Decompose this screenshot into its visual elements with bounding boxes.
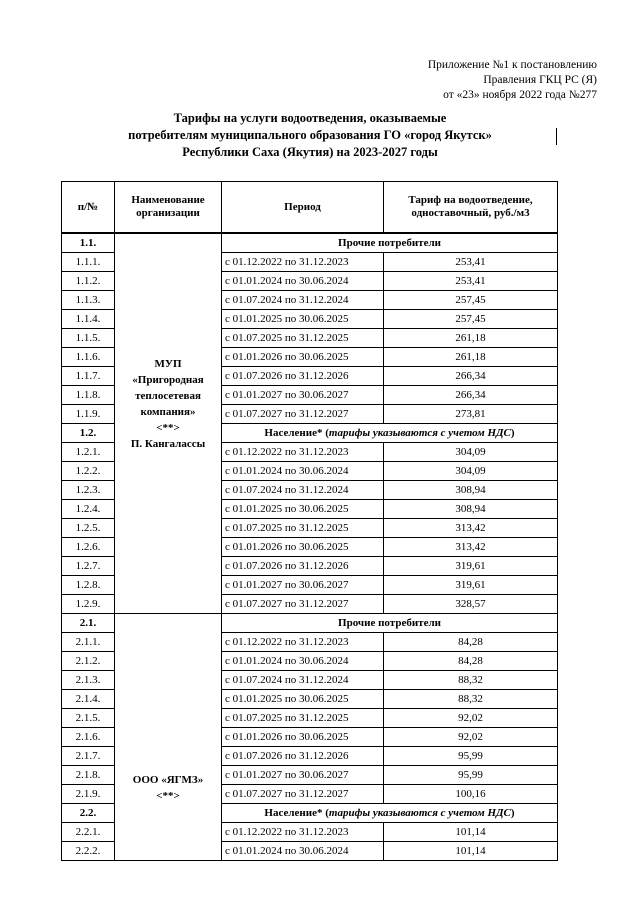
row-number: 2.1.2.: [62, 652, 115, 671]
row-tariff-value: 308,94: [384, 500, 558, 519]
row-tariff-value: 319,61: [384, 576, 558, 595]
section-number: 1.1.: [62, 233, 115, 253]
row-tariff-value: 266,34: [384, 386, 558, 405]
row-number: 2.1.3.: [62, 671, 115, 690]
row-number: 2.2.2.: [62, 842, 115, 861]
row-period: с 01.01.2024 по 30.06.2024: [222, 462, 384, 481]
row-number: 1.1.9.: [62, 405, 115, 424]
row-number: 1.1.8.: [62, 386, 115, 405]
section-title-note: тарифы указываются с учетом НДС: [328, 807, 511, 819]
row-period: с 01.01.2027 по 30.06.2027: [222, 386, 384, 405]
text-cursor-mark: [556, 128, 557, 145]
row-tariff-value: 304,09: [384, 462, 558, 481]
row-period: с 01.01.2026 по 30.06.2025: [222, 538, 384, 557]
section-title: [222, 804, 558, 823]
section-number: 2.2.: [62, 804, 115, 823]
section-row: [62, 233, 558, 253]
row-number: 1.2.9.: [62, 595, 115, 614]
section-title-end: ): [510, 427, 515, 439]
row-tariff-value: 101,14: [384, 823, 558, 842]
section-title-main: Население* (: [264, 427, 329, 439]
row-period: с 01.07.2027 по 31.12.2027: [222, 785, 384, 804]
row-tariff-value: 88,32: [384, 671, 558, 690]
row-number: 1.2.8.: [62, 576, 115, 595]
row-period: с 01.12.2022 по 31.12.2023: [222, 253, 384, 272]
row-number: 1.2.5.: [62, 519, 115, 538]
row-tariff-value: 92,02: [384, 709, 558, 728]
row-period: с 01.07.2027 по 31.12.2027: [222, 405, 384, 424]
row-period: с 01.07.2025 по 31.12.2025: [222, 519, 384, 538]
header-org: Наименование организации: [115, 182, 222, 234]
row-number: 1.1.5.: [62, 329, 115, 348]
row-period: с 01.12.2022 по 31.12.2023: [222, 823, 384, 842]
document-title: [60, 110, 560, 161]
row-tariff-value: 319,61: [384, 557, 558, 576]
row-period: с 01.01.2025 по 30.06.2025: [222, 690, 384, 709]
row-tariff-value: 92,02: [384, 728, 558, 747]
row-tariff-value: 253,41: [384, 253, 558, 272]
section-title: Прочие потребители: [222, 233, 558, 253]
appendix-line: Приложение №1 к постановлению: [427, 59, 597, 71]
row-period: с 01.01.2026 по 30.06.2025: [222, 728, 384, 747]
row-number: 2.2.1.: [62, 823, 115, 842]
row-period: с 01.01.2027 по 30.06.2027: [222, 766, 384, 785]
appendix-line: Правления ГКЦ РС (Я): [483, 74, 597, 86]
row-tariff-value: 273,81: [384, 405, 558, 424]
row-tariff-value: 304,09: [384, 443, 558, 462]
row-tariff-value: 261,18: [384, 329, 558, 348]
row-number: 1.2.1.: [62, 443, 115, 462]
row-tariff-value: 328,57: [384, 595, 558, 614]
row-period: с 01.07.2025 по 31.12.2025: [222, 709, 384, 728]
row-number: 1.1.1.: [62, 253, 115, 272]
row-period: с 01.01.2024 по 30.06.2024: [222, 842, 384, 861]
row-tariff-value: 253,41: [384, 272, 558, 291]
title-line: потребителям муниципального образования ГО «город Якутск»: [128, 128, 492, 142]
row-number: 1.1.6.: [62, 348, 115, 367]
row-tariff-value: 313,42: [384, 519, 558, 538]
row-tariff-value: 95,99: [384, 747, 558, 766]
section-row: [62, 614, 558, 633]
row-period: с 01.07.2026 по 31.12.2026: [222, 747, 384, 766]
row-number: 1.2.7.: [62, 557, 115, 576]
tariff-table: [61, 181, 558, 861]
row-tariff-value: 101,14: [384, 842, 558, 861]
row-number: 1.2.2.: [62, 462, 115, 481]
row-period: с 01.01.2025 по 30.06.2025: [222, 310, 384, 329]
section-number: 1.2.: [62, 424, 115, 443]
appendix-note: [428, 58, 597, 103]
row-number: 1.1.2.: [62, 272, 115, 291]
row-period: с 01.01.2024 по 30.06.2024: [222, 272, 384, 291]
row-period: с 01.01.2025 по 30.06.2025: [222, 500, 384, 519]
row-tariff-value: 100,16: [384, 785, 558, 804]
row-number: 1.2.4.: [62, 500, 115, 519]
table-header-row: [62, 182, 558, 234]
row-period: с 01.07.2026 по 31.12.2026: [222, 367, 384, 386]
row-period: с 01.07.2027 по 31.12.2027: [222, 595, 384, 614]
appendix-line: от «23» ноября 2022 года №277: [443, 89, 597, 101]
row-period: с 01.01.2024 по 30.06.2024: [222, 652, 384, 671]
row-number: 1.2.6.: [62, 538, 115, 557]
section-title-main: Население* (: [264, 807, 329, 819]
row-tariff-value: 261,18: [384, 348, 558, 367]
row-tariff-value: 308,94: [384, 481, 558, 500]
organization-name-line: <**>: [156, 422, 180, 434]
row-tariff-value: 257,45: [384, 310, 558, 329]
row-period: с 01.01.2026 по 30.06.2025: [222, 348, 384, 367]
row-number: 2.1.8.: [62, 766, 115, 785]
row-tariff-value: 88,32: [384, 690, 558, 709]
organization-name-line: теплосетевая: [135, 390, 201, 402]
section-title: [222, 424, 558, 443]
row-period: с 01.12.2022 по 31.12.2023: [222, 633, 384, 652]
row-number: 1.1.3.: [62, 291, 115, 310]
organization-name-line: П. Кангалассы: [130, 438, 206, 450]
row-number: 2.1.7.: [62, 747, 115, 766]
row-number: 1.2.3.: [62, 481, 115, 500]
row-number: 2.1.9.: [62, 785, 115, 804]
section-title-end: ): [510, 807, 515, 819]
row-number: 1.1.4.: [62, 310, 115, 329]
row-period: с 01.07.2024 по 31.12.2024: [222, 671, 384, 690]
row-number: 2.1.5.: [62, 709, 115, 728]
section-title: Прочие потребители: [222, 614, 558, 633]
row-number: 2.1.1.: [62, 633, 115, 652]
organization-name-line: «Пригородная: [132, 374, 204, 386]
row-tariff-value: 95,99: [384, 766, 558, 785]
row-period: с 01.07.2024 по 31.12.2024: [222, 481, 384, 500]
section-number: 2.1.: [62, 614, 115, 633]
row-period: с 01.07.2025 по 31.12.2025: [222, 329, 384, 348]
table-body: [62, 233, 558, 861]
organization-name-line: <**>: [156, 790, 180, 802]
row-number: 2.1.4.: [62, 690, 115, 709]
header-period: Период: [222, 182, 384, 234]
organization-name-line: компания»: [140, 406, 196, 418]
organization-name-line: ООО «ЯГМЗ»: [132, 774, 204, 786]
row-tariff-value: 313,42: [384, 538, 558, 557]
row-number: 2.1.6.: [62, 728, 115, 747]
title-line: Республики Саха (Якутия) на 2023-2027 годы: [182, 145, 438, 159]
header-num: п/№: [62, 182, 115, 234]
row-period: с 01.07.2026 по 31.12.2026: [222, 557, 384, 576]
row-tariff-value: 84,28: [384, 633, 558, 652]
row-tariff-value: 257,45: [384, 291, 558, 310]
organization-name: [115, 233, 222, 614]
header-tariff: Тариф на водоотведение, одноставочный, руб./м3: [384, 182, 558, 234]
row-number: 1.1.7.: [62, 367, 115, 386]
title-line: Тарифы на услуги водоотведения, оказываемые: [173, 111, 447, 125]
section-title-note: тарифы указываются с учетом НДС: [328, 427, 511, 439]
row-period: с 01.01.2027 по 30.06.2027: [222, 576, 384, 595]
organization-name: [115, 614, 222, 861]
row-tariff-value: 266,34: [384, 367, 558, 386]
row-period: с 01.07.2024 по 31.12.2024: [222, 291, 384, 310]
row-period: с 01.12.2022 по 31.12.2023: [222, 443, 384, 462]
organization-name-line: МУП: [154, 358, 182, 370]
row-tariff-value: 84,28: [384, 652, 558, 671]
